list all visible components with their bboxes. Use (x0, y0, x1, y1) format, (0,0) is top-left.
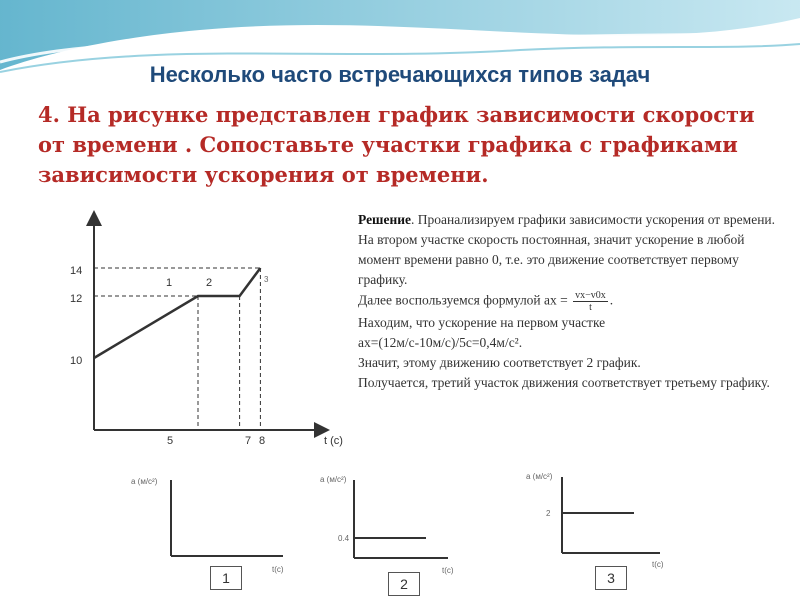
solution-p6: Получается, третий участок движения соответствует третьему графику. (358, 375, 770, 390)
chart-2-number: 2 (388, 572, 420, 596)
y-tick-12: 12 (70, 293, 83, 305)
velocity-time-chart (60, 212, 343, 460)
slide-title: Несколько часто встречающихся типов задач (149, 62, 651, 87)
formula-fraction: $\frac{vx-v0x}{t}$ (575, 290, 606, 313)
y-axis-label: a (м/с²) (320, 475, 347, 484)
solution-p2: Далее воспользуемся формулой ax = (358, 292, 568, 308)
chart-3-number: 3 (595, 566, 627, 590)
solution-text: Решение. Проанализируем графики зависимости ускорения от времени. На втором участке скорость постоянная, значит ускорение в любой момент времени равно 0, т.е. это движение соответствует первому графику. Далее воспользуемся формулой ax = $\frac{vx-v0x}{t}$ . Находим, что ускорение на первом участке ax=(12м/с-10м/с)/5с=0,4м/с². Значит, этому движению соответствует 2 график. Получается, третий участок движения соответствует третьему графику. (358, 212, 776, 390)
solution-p4: ax=(12м/с-10м/с)/5с=0,4м/с². (358, 335, 523, 350)
chart-1-x-label: t(c) (272, 565, 284, 574)
segment-label-3: 3 (264, 275, 269, 284)
segment-label-2: 2 (206, 277, 213, 289)
solution-p5: Значит, этому движению соответствует 2 график. (358, 355, 641, 370)
y-axis-label: a (м/с²) (131, 477, 158, 486)
x-tick-8: 8 (259, 435, 266, 447)
x-axis-label: t (c) (324, 435, 343, 447)
chart-1-number: 1 (210, 566, 242, 590)
acceleration-chart-1 (125, 470, 290, 570)
value-label-0-4: 0.4 (338, 534, 350, 543)
acceleration-chart-2 (318, 468, 458, 570)
segment-label-1: 1 (166, 277, 173, 289)
x-tick-5: 5 (167, 435, 174, 447)
y-tick-14: 14 (70, 265, 83, 277)
chart-3-x-label: t(c) (652, 560, 664, 569)
solution-p3: Находим, что ускорение на первом участке (358, 315, 606, 330)
solution-p1: . Проанализируем графики зависимости ускорения от времени. На втором участке скорость постоянная, значит ускорение в любой момент времени равно 0, т.е. это движение соответствует первому графику. (358, 212, 776, 287)
chart-2-x-label: t(c) (442, 566, 454, 575)
velocity-line (94, 268, 260, 358)
value-label-2: 2 (546, 509, 551, 518)
solution-heading: Решение (358, 212, 411, 227)
y-tick-10: 10 (70, 355, 83, 367)
acceleration-chart-3 (520, 465, 670, 565)
x-tick-7: 7 (245, 435, 252, 447)
y-axis-label: a (м/с²) (526, 472, 553, 481)
task-text: 4. На рисунке представлен график зависимости скорости от времени . Сопоставьте участки графика с графиками зависимости ускорения от времени. (38, 102, 755, 187)
